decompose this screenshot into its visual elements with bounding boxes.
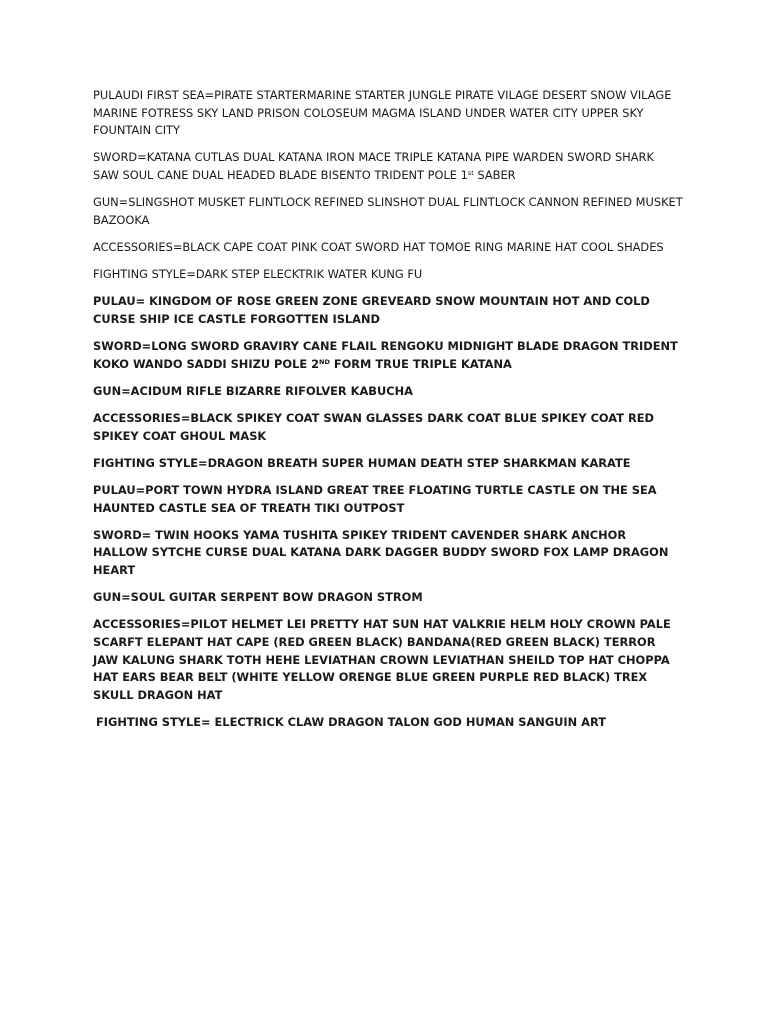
- paragraph-text-after: FORM TRUE TRIPLE KATANA: [329, 356, 512, 371]
- paragraph-text-after: SABER: [473, 167, 516, 182]
- paragraph-third-sea-accessories: ACCESSORIES=PILOT HELMET LEI PRETTY HAT SUN HAT VALKRIE HELM HOLY CROWN PALE SCARFT ELEPANT HAT CAPE (RED GREEN BLACK) BANDANA(RED GREEN BLACK) TERROR JAW KALUNG SHARK TOTH HEHE LEVIATHAN CROWN LEVIATHAN SHEILD TOP HAT CHOPPA HAT EARS BEAR BELT (WHITE YELLOW ORENGE BLUE GREEN PURPLE RED BLACK) TREX SKULL DRAGON HAT: [93, 617, 671, 702]
- paragraph-third-sea-fighting-styles: FIGHTING STYLE= ELECTRICK CLAW DRAGON TALON GOD HUMAN SANGUIN ART: [96, 714, 607, 729]
- paragraph-second-sea-accessories: ACCESSORIES=BLACK SPIKEY COAT SWAN GLASSES DARK COAT BLUE SPIKEY COAT RED SPIKEY COAT GHOUL MASK: [93, 411, 654, 443]
- paragraph-first-sea-swords: [93, 149, 683, 184]
- paragraph-first-sea-guns: GUN=SLINGSHOT MUSKET FLINTLOCK REFINED SLINSHOT DUAL FLINTLOCK CANNON REFINED MUSKET BAZOOKA: [93, 195, 683, 227]
- document-page: [93, 87, 683, 741]
- paragraph-second-sea-swords: [93, 338, 683, 373]
- paragraph-second-sea-guns: GUN=ACIDUM RIFLE BIZARRE RIFOLVER KABUCHA: [93, 383, 413, 398]
- paragraph-first-sea-accessories: ACCESSORIES=BLACK CAPE COAT PINK COAT SWORD HAT TOMOE RING MARINE HAT COOL SHADES: [93, 239, 664, 254]
- paragraph-second-sea-islands: PULAU= KINGDOM OF ROSE GREEN ZONE GREVEARD SNOW MOUNTAIN HOT AND COLD CURSE SHIP ICE CASTLE FORGOTTEN ISLAND: [93, 294, 650, 326]
- paragraph-third-sea-swords: SWORD= TWIN HOOKS YAMA TUSHITA SPIKEY TRIDENT CAVENDER SHARK ANCHOR HALLOW SYTCHE CURSE DUAL KATANA DARK DAGGER BUDDY SWORD FOX LAMP DRAGON HEART: [93, 527, 669, 577]
- paragraph-first-sea-fighting-styles: FIGHTING STYLE=DARK STEP ELECKTRIK WATER KUNG FU: [93, 267, 423, 282]
- paragraph-third-sea-guns: GUN=SOUL GUITAR SERPENT BOW DRAGON STROM: [93, 590, 423, 605]
- ordinal-superscript: st: [467, 168, 474, 177]
- paragraph-second-sea-fighting-styles: FIGHTING STYLE=DRAGON BREATH SUPER HUMAN DEATH STEP SHARKMAN KARATE: [93, 455, 631, 470]
- ordinal-superscript: ND: [319, 357, 330, 366]
- paragraph-text: SWORD=LONG SWORD GRAVIRY CANE FLAIL RENGOKU MIDNIGHT BLADE DRAGON TRIDENT KOKO WANDO SADDI SHIZU POLE 2: [93, 339, 678, 371]
- paragraph-first-sea-islands: PULAUDI FIRST SEA=PIRATE STARTERMARINE STARTER JUNGLE PIRATE VILAGE DESERT SNOW VILAGE MARINE FOTRESS SKY LAND PRISON COLOSEUM MAGMA ISLAND UNDER WATER CITY UPPER SKY FOUNTAIN CITY: [93, 88, 672, 138]
- paragraph-text: SWORD=KATANA CUTLAS DUAL KATANA IRON MACE TRIPLE KATANA PIPE WARDEN SWORD SHARK SAW SOUL CANE DUAL HEADED BLADE BISENTO TRIDENT POLE 1: [93, 150, 654, 182]
- paragraph-third-sea-islands: PULAU=PORT TOWN HYDRA ISLAND GREAT TREE FLOATING TURTLE CASTLE ON THE SEA HAUNTED CASTLE SEA OF TREATH TIKI OUTPOST: [93, 483, 657, 515]
